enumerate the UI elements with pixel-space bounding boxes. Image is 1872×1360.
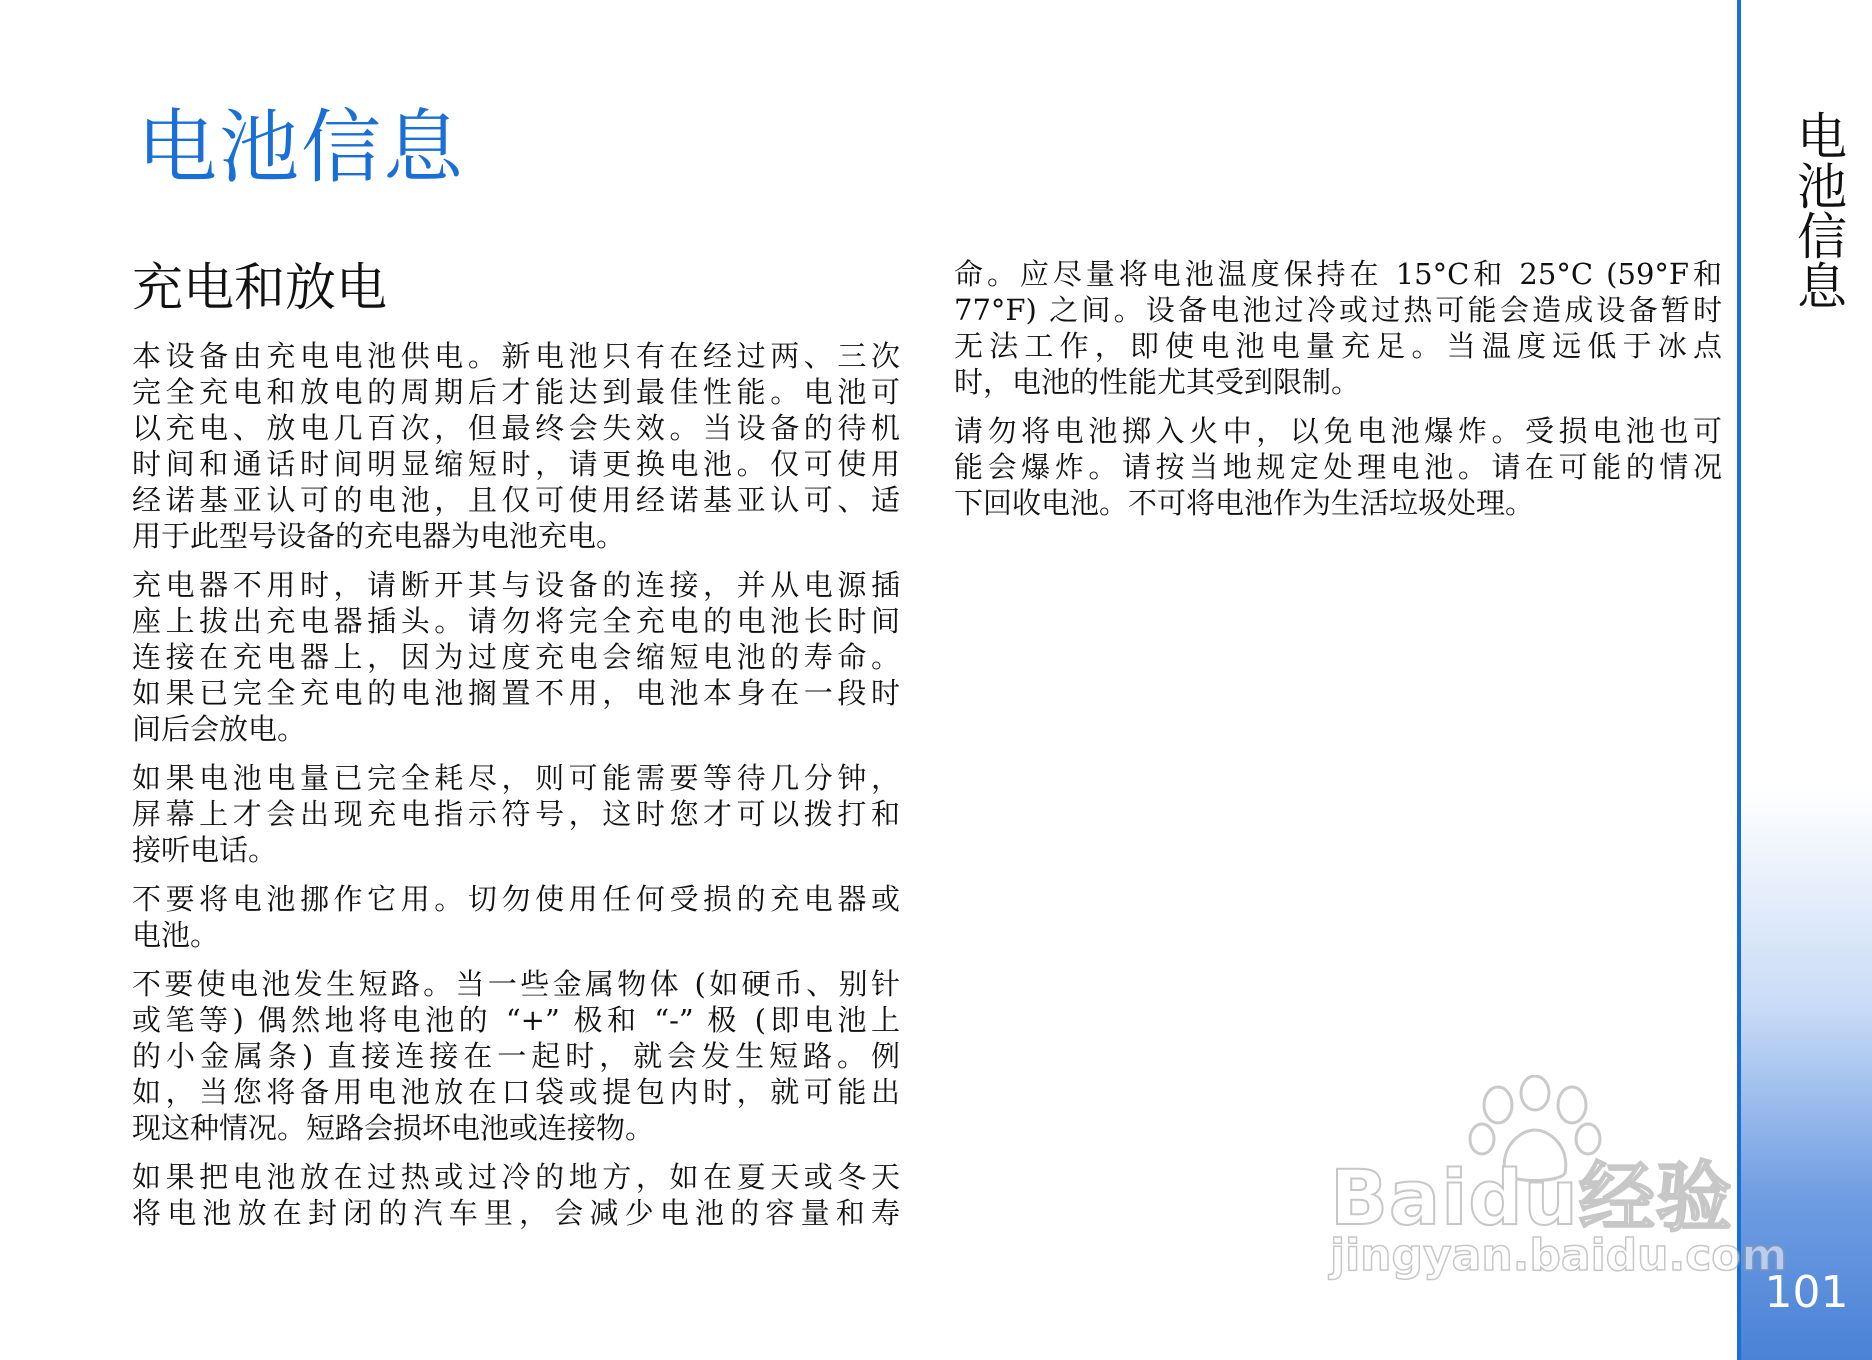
page-title: 电池信息 — [137, 101, 465, 194]
section-title: 充电和放电 — [132, 259, 388, 318]
text-line: 请勿将电池掷入火中，以免电池爆炸。受损电池也可 — [954, 414, 1722, 448]
page-number: 101 — [1764, 1267, 1849, 1318]
paragraph — [132, 1159, 900, 1231]
watermark-site: jingyan.baidu.com — [1330, 1230, 1788, 1281]
text-line: 电池。 — [132, 918, 220, 952]
text-line: 接听电话。 — [132, 833, 278, 867]
paragraph — [132, 760, 900, 868]
text-line: 经诺基亚认可的电池，且仅可使用经诺基亚认可、适 — [132, 483, 900, 517]
paragraph — [132, 338, 900, 554]
text-line: 间后会放电。 — [132, 712, 307, 746]
text-line: 下回收电池。不可将电池作为生活垃圾处理。 — [954, 486, 1535, 520]
watermark-brand: Baidu经验 — [1330, 1153, 1733, 1242]
paragraph — [132, 881, 900, 953]
text-line: 以充电、放电几百次，但最终会失效。当设备的待机 — [132, 411, 900, 445]
text-line: 如果把电池放在过热或过冷的地方，如在夏天或冬天 — [132, 1160, 900, 1194]
left-column — [132, 338, 900, 1244]
text-line: 命。应尽量将电池温度保持在 15°C和 25°C (59°F和 — [954, 257, 1722, 291]
text-line: 现这种情况。短路会损坏电池或连接物。 — [132, 1111, 655, 1145]
text-line: 时间和通话时间明显缩短时，请更换电池。仅可使用 — [132, 447, 900, 481]
text-line: 座上拔出充电器插头。请勿将完全充电的电池长时间 — [132, 604, 900, 638]
text-line: 将电池放在封闭的汽车里，会减少电池的容量和寿 — [132, 1196, 900, 1230]
text-line: 如果电池电量已完全耗尽，则可能需要等待几分钟， — [132, 761, 900, 795]
text-line: 不要使电池发生短路。当一些金属物体 (如硬币、别针 — [132, 967, 900, 1001]
text-line: 本设备由充电电池供电。新电池只有在经过两、三次 — [132, 339, 900, 373]
text-line: 无法工作，即使电池电量充足。当温度远低于冰点 — [954, 329, 1722, 363]
watermark — [1330, 1075, 1788, 1290]
paragraph — [132, 966, 900, 1146]
text-line: 能会爆炸。请按当地规定处理电池。请在可能的情况 — [954, 450, 1722, 484]
paragraph — [954, 413, 1722, 521]
text-line: 时，电池的性能尤其受到限制。 — [954, 365, 1361, 399]
text-line: 如果已完全充电的电池搁置不用，电池本身在一段时 — [132, 676, 900, 710]
text-line: 不要将电池挪作它用。切勿使用任何受损的充电器或 — [132, 882, 900, 916]
paragraph — [954, 256, 1722, 400]
text-line: 用于此型号设备的充电器为电池充电。 — [132, 519, 626, 553]
paragraph — [132, 567, 900, 747]
text-line: 或笔等) 偶然地将电池的 “+” 极和 “-” 极 (即电池上 — [132, 1003, 900, 1037]
text-line: 如，当您将备用电池放在口袋或提包内时，就可能出 — [132, 1075, 900, 1109]
text-line: 屏幕上才会出现充电指示符号，这时您才可以拨打和 — [132, 797, 900, 831]
text-line: 完全充电和放电的周期后才能达到最佳性能。电池可 — [132, 375, 900, 409]
text-line: 充电器不用时，请断开其与设备的连接，并从电源插 — [132, 568, 900, 602]
text-line: 的小金属条) 直接连接在一起时，就会发生短路。例 — [132, 1039, 900, 1073]
text-line: 连接在充电器上，因为过度充电会缩短电池的寿命。 — [132, 640, 900, 674]
right-column — [954, 256, 1722, 534]
side-tab-label: 电池信息 — [1789, 110, 1847, 310]
text-line: 77°F) 之间。设备电池过冷或过热可能会造成设备暂时 — [954, 293, 1722, 327]
